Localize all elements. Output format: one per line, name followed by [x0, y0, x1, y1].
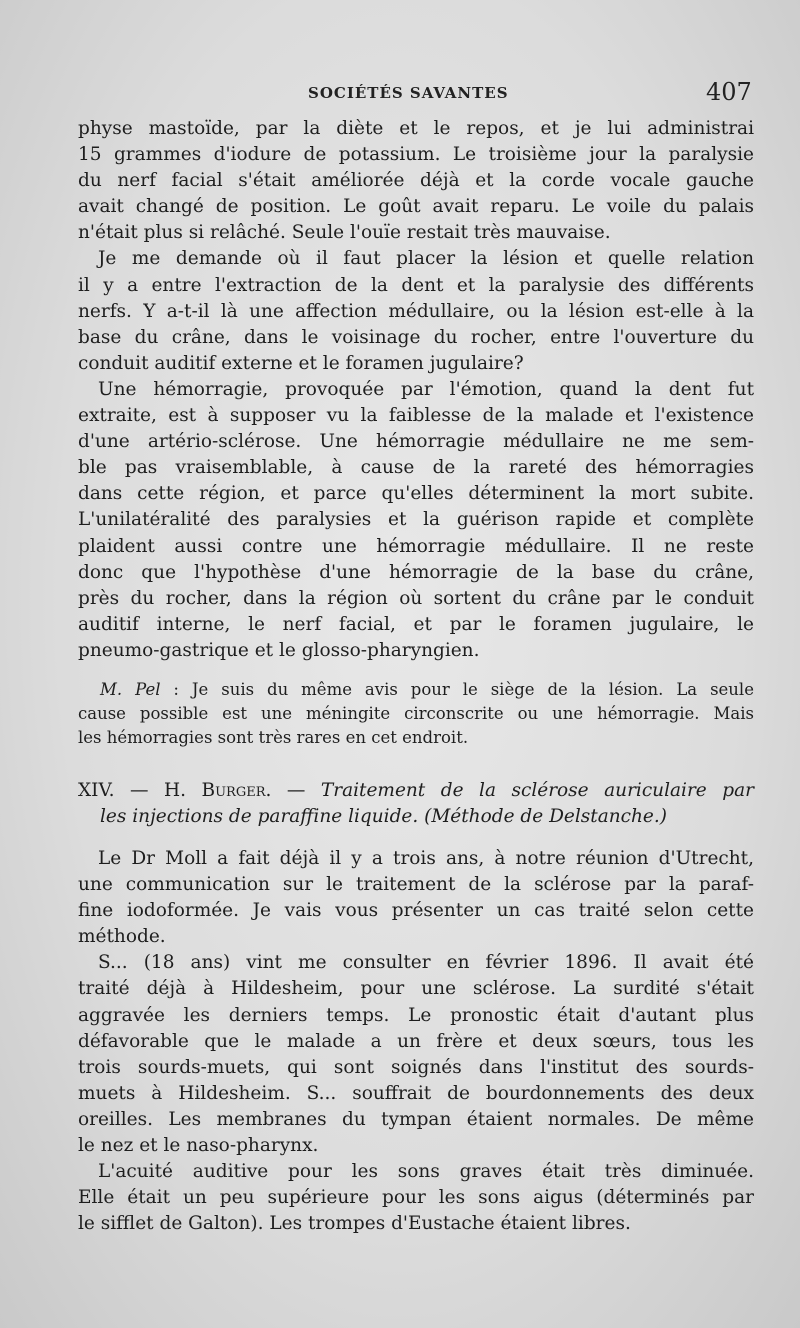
text-line: nerfs. Y a-t-il là une affection médullaire, ou la lésion est-elle à la [78, 300, 754, 322]
running-header [0, 78, 800, 112]
text-line: base du crâne, dans le voisinage du rocher, entre l'ouverture du [78, 326, 754, 348]
text-line: le nez et le naso-pharynx. [78, 1135, 319, 1157]
text-line: du nerf facial s'était améliorée déjà et la corde vocale gauche [78, 170, 754, 192]
text-line: physe mastoïde, par la diète et le repos, et je lui administrai [78, 118, 754, 139]
text-line: aggravée les derniers temps. Le pronostic était d'autant plus [78, 1004, 754, 1026]
text-line: L'unilatéralité des paralysies et la guérison rapide et complète [78, 509, 754, 531]
section-body [78, 846, 754, 1237]
text-line: n'était plus si relâché. Seule l'ouïe restait très mauvaise. [78, 222, 611, 244]
section-number: XIV. — H. [78, 780, 202, 801]
section-title-continued: les injections de paraffine liquide. (Méthode de Delstanche.) [100, 806, 667, 827]
text-line: donc que l'hypothèse d'une hémorragie de la base du crâne, [78, 561, 754, 583]
section-author: Burger. [201, 780, 272, 801]
speaker-name: M. Pel [100, 680, 161, 699]
text-line: d'une artério-sclérose. Une hémorragie médullaire ne me sem- [78, 431, 754, 453]
section-title: Traitement de la sclérose auriculaire par [320, 780, 754, 801]
text-line: avait changé de position. Le goût avait reparu. Le voile du palais [78, 196, 754, 218]
text-line: muets à Hildesheim. S... souffrait de bourdonnements des deux [78, 1082, 754, 1104]
text-line: 15 grammes d'iodure de potassium. Le troisième jour la paralysie [78, 144, 754, 166]
text-line: S... (18 ans) vint me consulter en février 1896. Il avait été [98, 952, 754, 974]
text-line: les hémorragies sont très rares en cet endroit. [78, 728, 469, 747]
text-line: plaident aussi contre une hémorragie médullaire. Il ne reste [78, 535, 754, 557]
text-line: ble pas vraisemblable, à cause de la rareté des hémorragies [78, 457, 754, 479]
text-line: dans cette région, et parce qu'elles déterminent la mort subite. [78, 483, 754, 505]
text-line: pneumo-gastrique et le glosso-pharyngien. [78, 639, 480, 661]
text-line: près du rocher, dans la région où sortent du crâne par le conduit [78, 587, 754, 609]
running-title: SOCIÉTÉS SAVANTES [308, 84, 509, 102]
text-line: traité déjà à Hildesheim, pour une sclérose. La surdité s'était [78, 978, 754, 1000]
text-line: Elle était un peu supérieure pour les sons aigus (déterminés par [78, 1187, 754, 1209]
text-line: fine iodoformée. Je vais vous présenter un cas traité selon cette [78, 900, 754, 922]
text-line: défavorable que le malade a un frère et deux sœurs, tous les [78, 1030, 754, 1052]
text-line: Une hémorragie, provoquée par l'émotion, quand la dent fut [98, 378, 754, 400]
text-line: oreilles. Les membranes du tympan étaient normales. De même [78, 1108, 754, 1130]
section-heading [78, 778, 754, 830]
section-heading-line [78, 778, 754, 804]
text-line: conduit auditif externe et le foramen jugulaire? [78, 352, 524, 374]
text-line: méthode. [78, 926, 166, 948]
text-line: une communication sur le traitement de la sclérose par la paraf- [78, 874, 754, 896]
body-text-continued [78, 116, 754, 664]
section-dash: — [271, 780, 321, 801]
text-line: le sifflet de Galton). Les trompes d'Eustache étaient libres. [78, 1213, 631, 1235]
remark-text: : Je suis du même avis pour le siège de la lésion. La seule [160, 680, 754, 699]
page-number: 407 [706, 78, 752, 106]
text-line [78, 678, 754, 702]
text-line: extraite, est à supposer vu la faiblesse de la malade et l'existence [78, 405, 754, 427]
text-line: L'acuité auditive pour les sons graves était très diminuée. [98, 1161, 754, 1183]
text-line: cause possible est une méningite circonscrite ou une hémorragie. Mais [78, 704, 754, 723]
pel-remark [78, 678, 754, 750]
text-line: il y a entre l'extraction de la dent et la paralysie des différents [78, 274, 754, 296]
text-line: Le Dr Moll a fait déjà il y a trois ans, à notre réunion d'Utrecht, [98, 848, 754, 869]
text-line: auditif interne, le nerf facial, et par le foramen jugulaire, le [78, 613, 754, 635]
text-line: Je me demande où il faut placer la lésion et quelle relation [98, 248, 754, 270]
text-line: trois sourds-muets, qui sont soignés dans l'institut des sourds- [78, 1056, 754, 1078]
